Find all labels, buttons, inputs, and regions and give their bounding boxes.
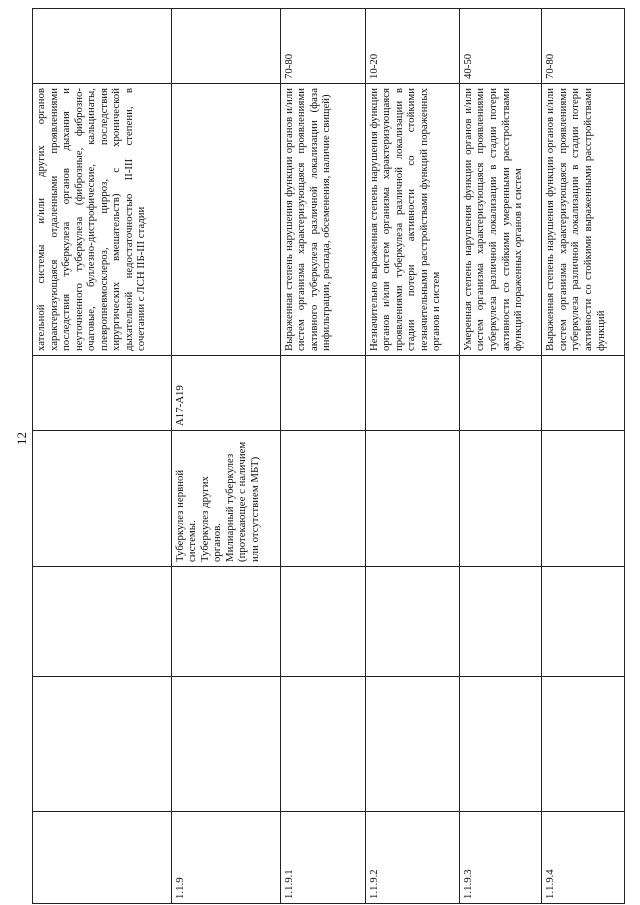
empty-cell [171,567,280,677]
empty-cell [365,677,459,812]
empty-cell [542,567,625,677]
icd-code-cell [542,356,625,431]
table-row [459,9,541,904]
icd-code-cell: A17-A19 [171,356,280,431]
percent-cell: 10-20 [365,9,459,84]
code-cell: 1.1.9.3 [459,812,541,904]
table-row [33,9,172,904]
page-number: 12 [14,432,29,445]
description-cell: Незначительно выраженная степень нарушения функции органов и/или систем организма характеризующаяся проявлениями туберкулеза различной локализации в стадии потери активности со стойкими незначительными расстройствами функций пораженных органов и систем [365,84,459,356]
empty-cell [542,677,625,812]
description-cell: хательной системы и/или других органов характеризующаяся отдаленными проявлениями последствия туберкулеза органов дыхания и неуточненного туберкулеза (фиброзные, фиброзно-очаговые, буллезно-дистрофические, кальцинаты, плевропневмосклероз, цирроз, последствия хирургических вмешательств) с хронической дыхательной недостаточностью II-III степени, в сочетании с ЛСН IIБ-III стадии [33,84,172,356]
nosology-cell [280,431,365,567]
nosology-cell [33,431,172,567]
nosology-cell: Туберкулез нервной системы. Туберкулез других органов. Милиарный туберкулез (протекающее с наличием или отсутствием МБТ) [171,431,280,567]
table-row [365,9,459,904]
nosology-cell [365,431,459,567]
empty-cell [459,677,541,812]
table-row [280,9,365,904]
icd-code-cell [280,356,365,431]
rotated-table-container [32,9,625,904]
icd-code-cell [459,356,541,431]
table-row [171,9,280,904]
nosology-cell [459,431,541,567]
empty-cell [171,677,280,812]
empty-cell [459,567,541,677]
percent-cell: 40-50 [459,9,541,84]
empty-cell [33,567,172,677]
code-cell: 1.1.9.1 [280,812,365,904]
nosology-cell [542,431,625,567]
empty-cell [365,567,459,677]
code-cell: 1.1.9.4 [542,812,625,904]
description-cell [171,84,280,356]
description-cell: Выраженная степень нарушения функции органов и/или систем организма характеризующаяся проявлениями активного туберкулеза различной локализации (фаза инфильтрации, распада, обсеменения, наличие свищей) [280,84,365,356]
percent-cell: 70-80 [280,9,365,84]
code-cell: 1.1.9.2 [365,812,459,904]
icd-code-cell [33,356,172,431]
description-cell: Умеренная степень нарушения функции органов и/или систем организма характеризующаяся проявлениями туберкулеза различной локализации в стадии потери активности со стойкими умеренными расстройствами функций пораженных органов и систем [459,84,541,356]
empty-cell [280,567,365,677]
code-cell: 1.1.9 [171,812,280,904]
percent-cell [33,9,172,84]
disability-criteria-table [32,8,625,904]
empty-cell [33,677,172,812]
percent-cell [171,9,280,84]
icd-code-cell [365,356,459,431]
code-cell [33,812,172,904]
table-row [542,9,625,904]
percent-cell: 70-80 [542,9,625,84]
description-cell: Выраженная степень нарушения функции органов и/или систем организма характеризующаяся проявлениями туберкулеза различной локализации в стадии потери активности со стойкими выраженными расстройствами функций [542,84,625,356]
empty-cell [280,677,365,812]
